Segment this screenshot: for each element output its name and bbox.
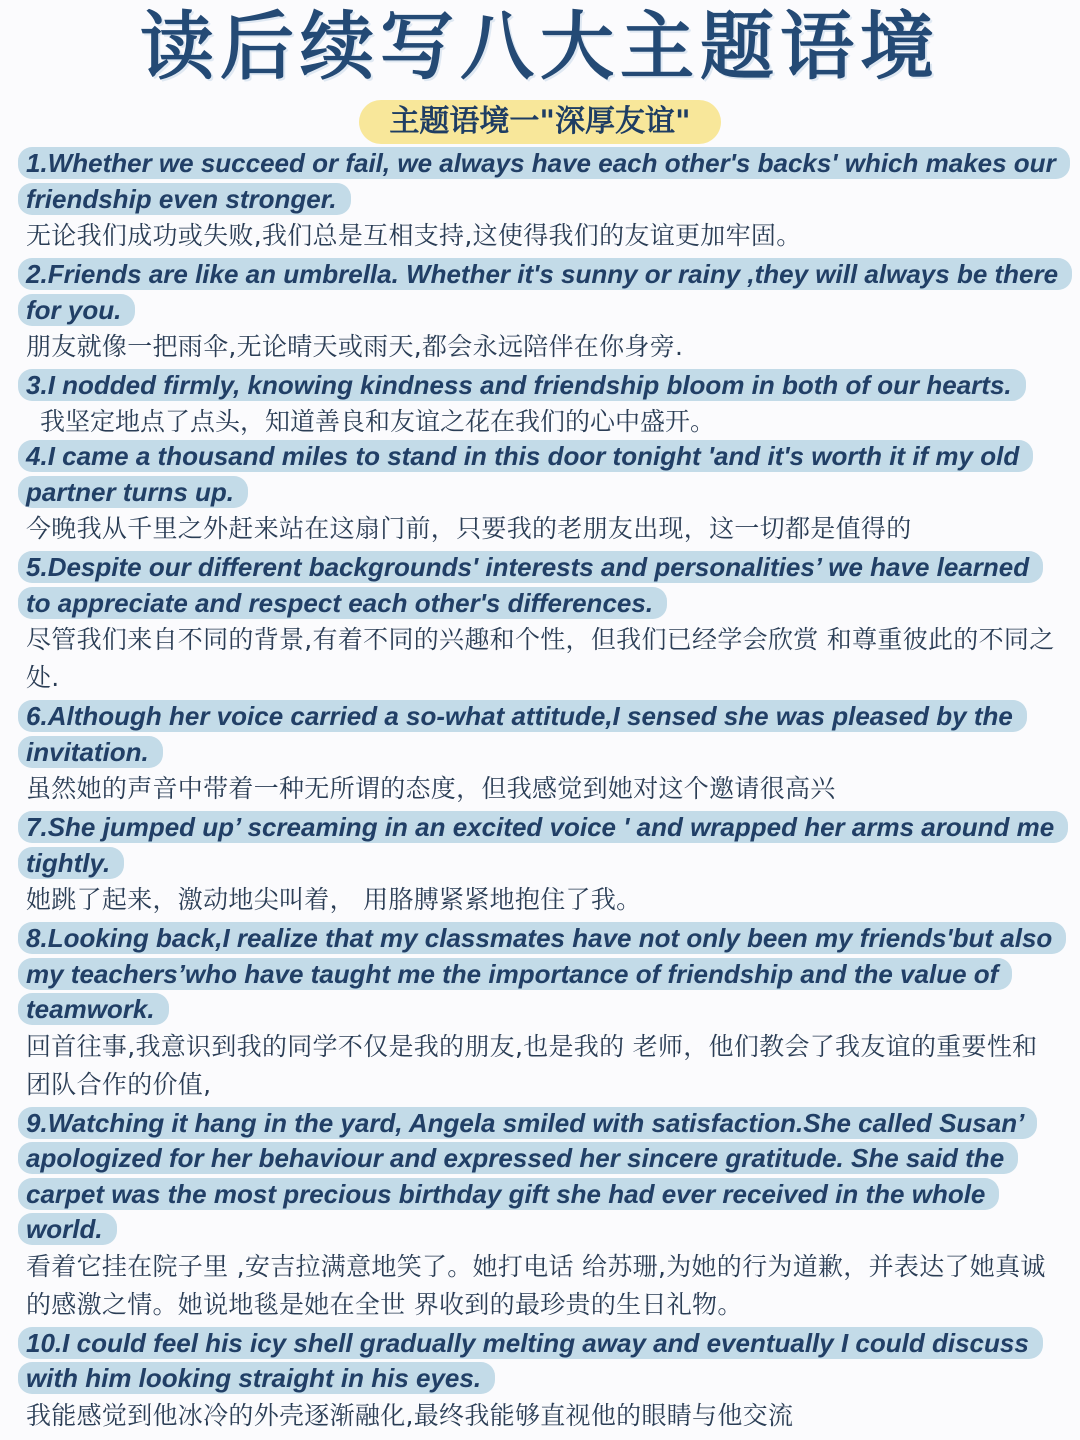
english-sentence: 1.Whether we succeed or fail, we always have each other's backs' which makes our friendship even stronger. [26, 146, 1060, 217]
list-item [26, 439, 1060, 548]
english-sentence: 8.Looking back,I realize that my classmates have not only been my friends'but also my teachers’who have taught me the importance of friendship and the value of teamwork. [26, 921, 1060, 1028]
list-item [26, 257, 1060, 366]
chinese-translation: 我坚定地点了点头，知道善良和友谊之花在我们的心中盛开。 [40, 406, 716, 436]
list-item [26, 1326, 1060, 1435]
english-sentence: 4.I came a thousand miles to stand in this door tonight 'and it's worth it if my old partner turns up. [26, 439, 1060, 510]
english-sentence: 2.Friends are like an umbrella. Whether it's sunny or rainy ,they will always be there for you. [26, 257, 1060, 328]
english-sentence: 10.I could feel his icy shell gradually melting away and eventually I could discuss with him looking straight in his eyes. [26, 1326, 1060, 1397]
list-item [26, 921, 1060, 1104]
chinese-translation: 她跳了起来，激动地尖叫着， 用胳膊紧紧地抱住了我。 [26, 885, 642, 914]
subtitle-badge: 主题语境一"深厚友谊" [359, 100, 720, 144]
english-sentence: 9.Watching it hang in the yard, Angela smiled with satisfaction.She called Susan’ apologized for her behaviour and expressed her sincere gratitude. She said the carpet was the most precious birthday gift she had ever received in the whole world. [26, 1106, 1060, 1248]
chinese-translation: 尽管我们来自不同的背景,有着不同的兴趣和个性，但我们已经学会欣赏 和尊重彼此的不同之处. [26, 625, 1055, 692]
list-item [26, 146, 1060, 255]
list-item [26, 699, 1060, 808]
chinese-translation: 我能感觉到他冰冷的外壳逐渐融化,最终我能够直视他的眼睛与他交流 [26, 1400, 794, 1430]
chinese-translation: 今晚我从千里之外赶来站在这扇门前，只要我的老朋友出现，这一切都是值得的 [26, 514, 912, 543]
chinese-translation: 虽然她的声音中带着一种无所谓的态度，但我感觉到她对这个邀请很高兴 [26, 774, 836, 803]
chinese-translation: 看着它挂在院子里 ,安吉拉满意地笑了。她打电话 给苏珊,为她的行为道歉，并表达了她真诚的感激之情。她说地毯是她在全世 界收到的最珍贵的生日礼物。 [26, 1251, 1046, 1319]
list-item [26, 550, 1060, 697]
sentence-list [26, 146, 1060, 1437]
english-sentence: 7.She jumped up’ screaming in an excited voice ' and wrapped her arms around me tightly. [26, 810, 1060, 881]
list-item [26, 1106, 1060, 1324]
chinese-translation: 回首往事,我意识到我的同学不仅是我的朋友,也是我的 老师，他们教会了我友谊的重要性和团队合作的价值, [26, 1031, 1038, 1099]
english-sentence: 3.I nodded firmly, knowing kindness and friendship bloom in both of our hearts.我坚定地点了点头，知道善良和友谊之花在我们的心中盛开。 [26, 368, 1060, 439]
chinese-translation: 朋友就像一把雨伞,无论晴天或雨天,都会永远陪伴在你身旁. [26, 332, 684, 361]
english-sentence: 5.Despite our different backgrounds' interests and personalities’ we have learned to appreciate and respect each other's differences. [26, 550, 1060, 621]
subtitle-wrap [0, 100, 1080, 144]
page-title: 读后续写八大主题语境 [140, 4, 940, 90]
list-item [26, 368, 1060, 439]
chinese-translation: 无论我们成功或失败,我们总是互相支持,这使得我们的友谊更加牢固。 [26, 221, 802, 250]
list-item [26, 810, 1060, 919]
english-sentence: 6.Although her voice carried a so-what attitude,I sensed she was pleased by the invitation. [26, 699, 1060, 770]
